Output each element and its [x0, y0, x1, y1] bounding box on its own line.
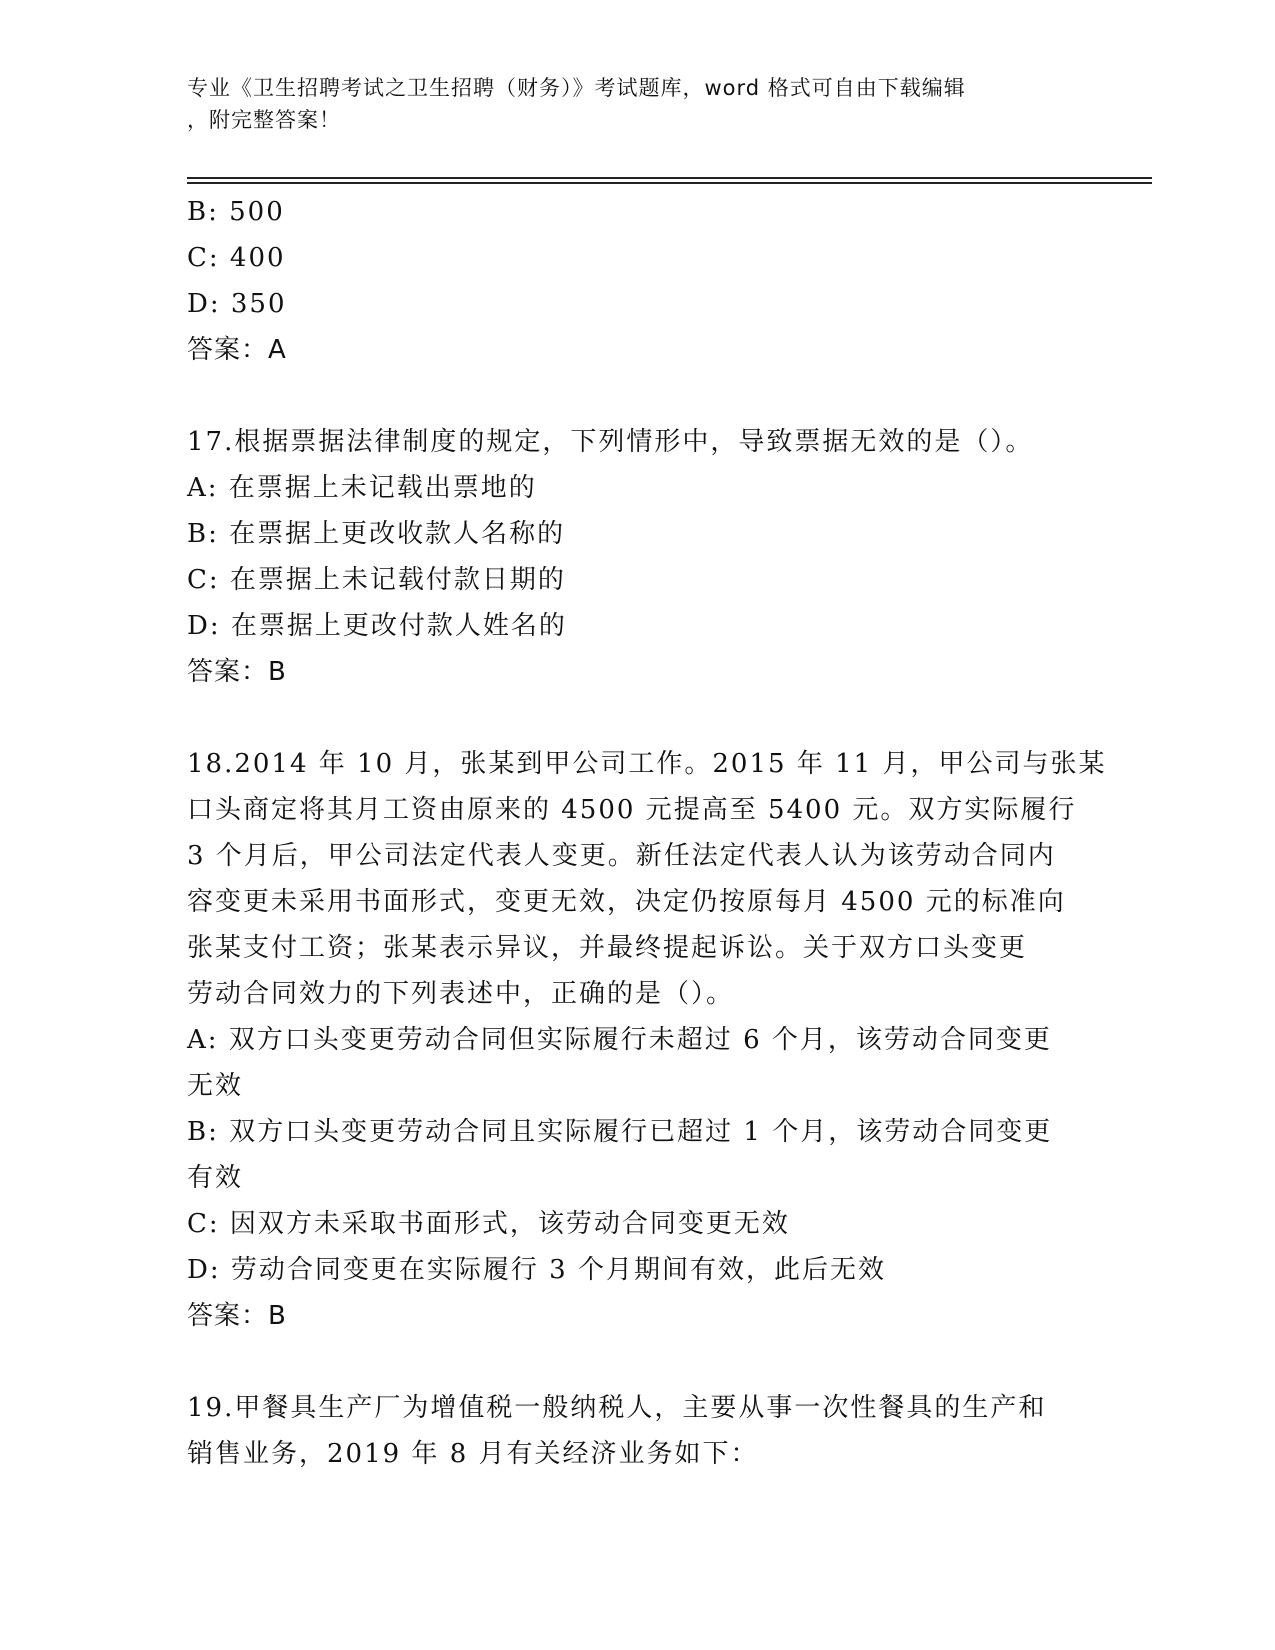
option-b: B: 500 — [187, 197, 285, 227]
answer: 答案：B — [187, 657, 287, 687]
option-c: C: 因双方未采取书面形式，该劳动合同变更无效 — [187, 1209, 790, 1239]
question-line: 劳动合同效力的下列表述中，正确的是（）。 — [187, 979, 735, 1009]
header-line-1: 专业《卫生招聘考试之卫生招聘（财务）》考试题库，word 格式可自由下载编辑 — [187, 76, 966, 100]
option-d: D: 350 — [187, 289, 287, 319]
option-a-continued: 无效 — [187, 1071, 244, 1101]
option-c: C: 在票据上未记载付款日期的 — [187, 565, 566, 595]
answer: 答案：A — [187, 335, 287, 365]
question-line: 张某支付工资；张某表示异议，并最终提起诉讼。关于双方口头变更 — [187, 933, 1028, 963]
spacer — [187, 373, 1107, 419]
header-divider-top — [187, 177, 1152, 179]
option-a: A: 双方口头变更劳动合同但实际履行未超过 6 个月，该劳动合同变更 — [187, 1025, 1052, 1055]
option-b: B: 双方口头变更劳动合同且实际履行已超过 1 个月，该劳动合同变更 — [187, 1117, 1053, 1147]
option-b: B: 在票据上更改收款人名称的 — [187, 519, 566, 549]
document-body — [187, 189, 1107, 1477]
option-b-continued: 有效 — [187, 1163, 244, 1193]
option-d: D: 在票据上更改付款人姓名的 — [187, 611, 567, 641]
spacer — [187, 695, 1107, 741]
question-line: 18.2014 年 10 月，张某到甲公司工作。2015 年 11 月，甲公司与张某 — [187, 749, 1107, 779]
option-c: C: 400 — [187, 243, 286, 273]
question-line: 19.甲餐具生产厂为增值税一般纳税人，主要从事一次性餐具的生产和 — [187, 1393, 1047, 1423]
question-line: 3 个月后，甲公司法定代表人变更。新任法定代表人认为该劳动合同内 — [187, 841, 1056, 871]
question-line: 容变更未采用书面形式，变更无效，决定仍按原每月 4500 元的标准向 — [187, 887, 1066, 917]
question-line: 口头商定将其月工资由原来的 4500 元提高至 5400 元。双方实际履行 — [187, 795, 1077, 825]
document-header — [187, 72, 1067, 136]
question-line: 销售业务，2019 年 8 月有关经济业务如下： — [187, 1439, 759, 1469]
header-divider-bottom — [187, 182, 1152, 184]
answer: 答案：B — [187, 1301, 287, 1331]
question-text: 17.根据票据法律制度的规定，下列情形中，导致票据无效的是（）。 — [187, 427, 1034, 457]
header-line-2: ，附完整答案！ — [187, 108, 341, 132]
option-a: A: 在票据上未记载出票地的 — [187, 473, 537, 503]
spacer — [187, 1339, 1107, 1385]
option-d: D: 劳动合同变更在实际履行 3 个月期间有效，此后无效 — [187, 1255, 886, 1285]
